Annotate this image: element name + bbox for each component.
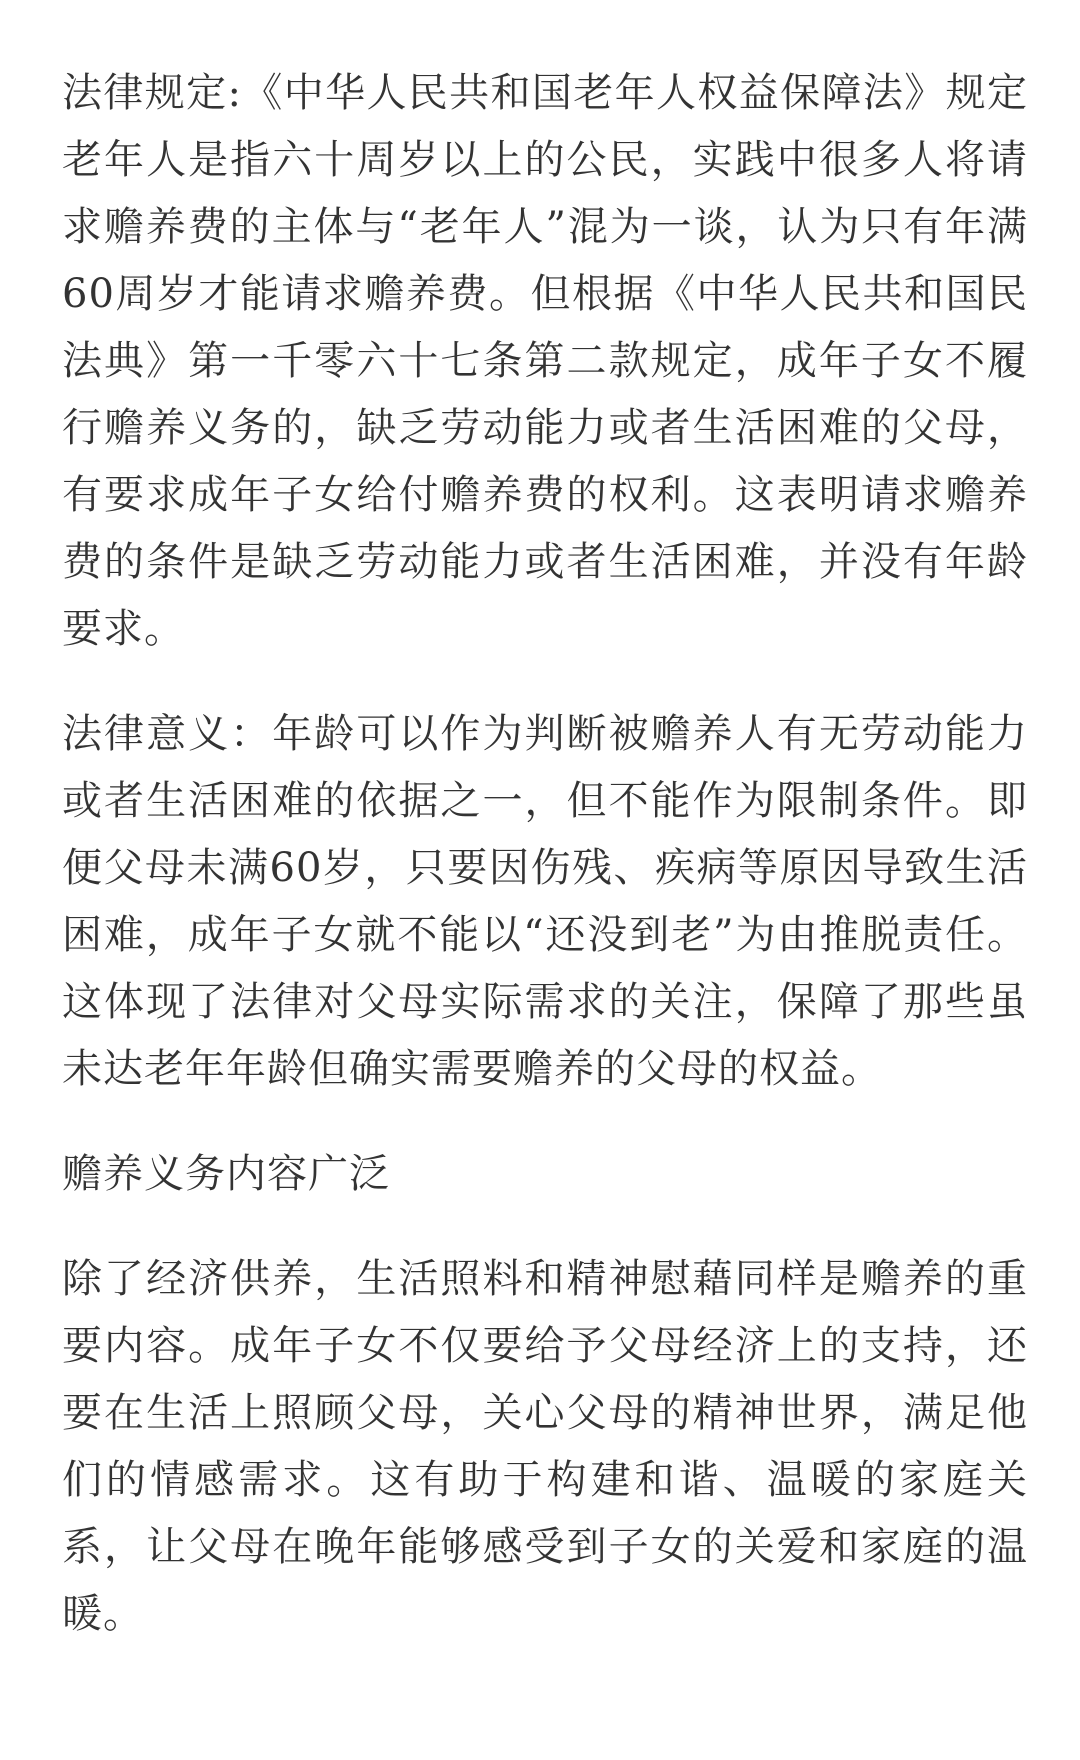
- paragraph-legal-significance: 法律意义：年龄可以作为判断被赡养人有无劳动能力或者生活困难的依据之一，但不能作为限制条件。即便父母未满60岁，只要因伤残、疾病等原因导致生活困难，成年子女就不能以“还没到老”为由推脱责任。这体现了法律对父母实际需求的关注，保障了那些虽未达老年年龄但确实需要赡养的父母的权益。: [62, 711, 1028, 1092]
- paragraph-support-content: 除了经济供养，生活照料和精神慰藉同样是赡养的重要内容。成年子女不仅要给予父母经济上的支持，还要在生活上照顾父母，关心父母的精神世界，满足他们的情感需求。这有助于构建和谐、温暖的家庭关系，让父母在晚年能够感受到子女的关爱和家庭的温暖。: [62, 1256, 1028, 1637]
- section-heading: 赡养义务内容广泛: [62, 1151, 390, 1197]
- article-body: [62, 60, 1028, 1686]
- paragraph-legal-provision: 法律规定:《中华人民共和国老年人权益保障法》规定老年人是指六十周岁以上的公民，实践中很多人将请求赡养费的主体与“老年人”混为一谈，认为只有年满60周岁才能请求赡养费。但根据《中华人民共和国民法典》第一千零六十七条第二款规定，成年子女不履行赡养义务的，缺乏劳动能力或者生活困难的父母，有要求成年子女给付赡养费的权利。这表明请求赡养费的条件是缺乏劳动能力或者生活困难，并没有年龄要求。: [62, 70, 1028, 652]
